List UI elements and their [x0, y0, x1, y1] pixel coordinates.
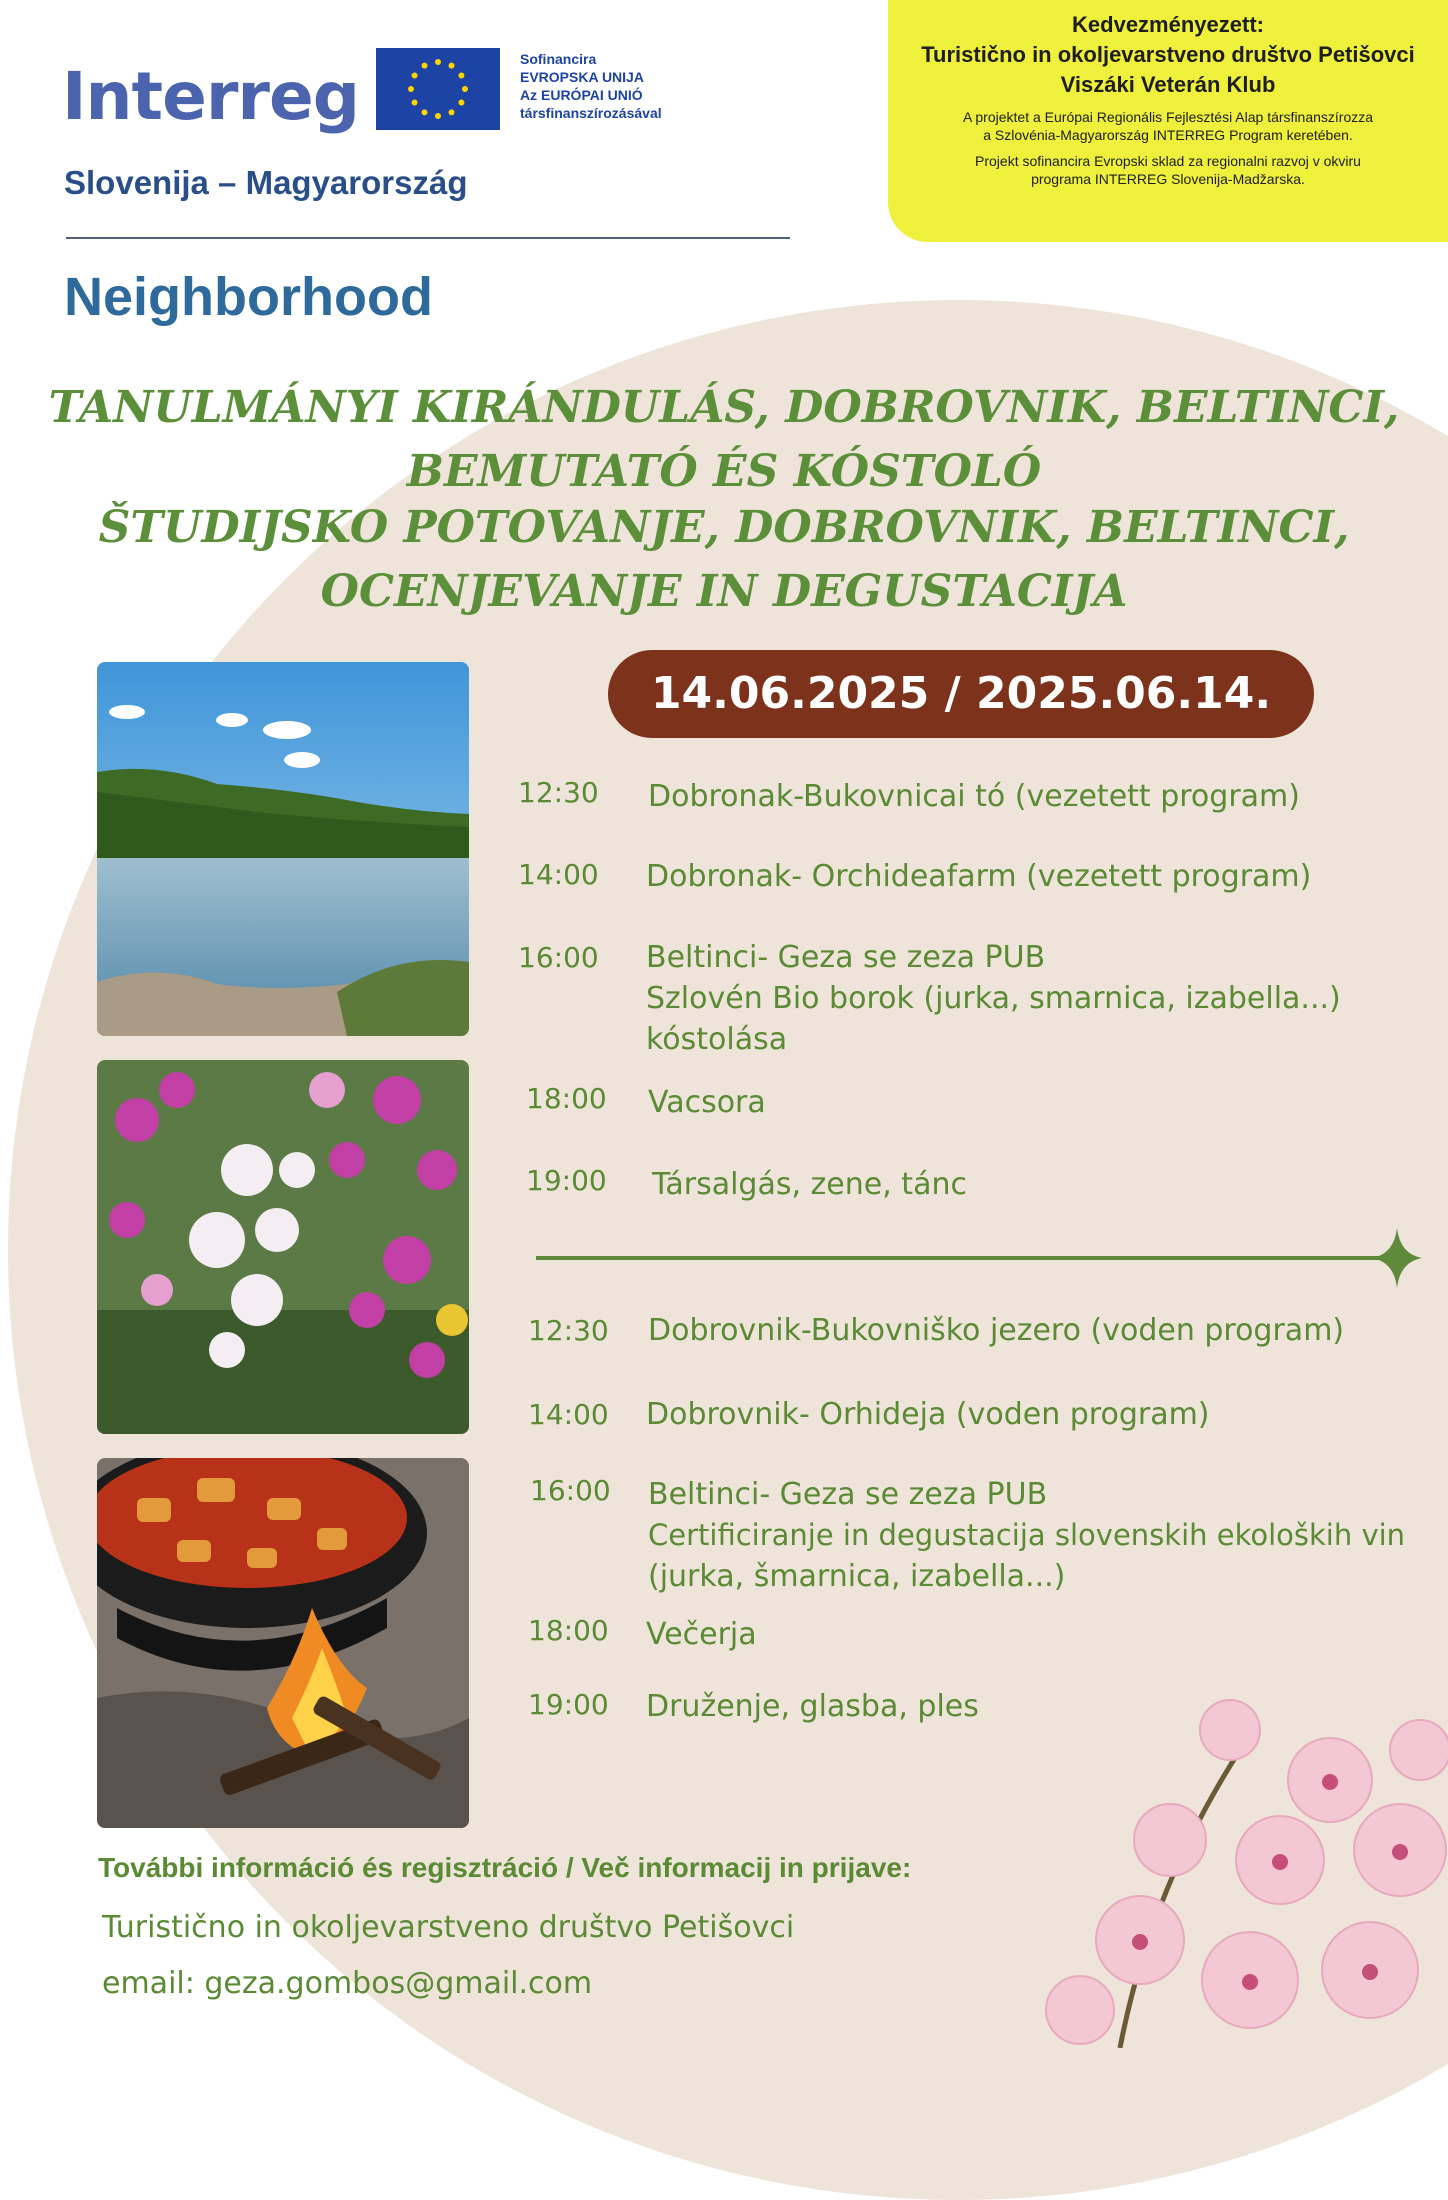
schedule-activity: Druženje, glasba, ples: [646, 1689, 979, 1724]
contact-heading: További információ és regisztráció / Več informacij in prijave:: [98, 1852, 912, 1883]
schedule-activity: Beltinci- Geza se zeza PUB: [646, 940, 1046, 975]
schedule-activity: Dobrovnik-Bukovniško jezero (voden program): [648, 1313, 1345, 1348]
program-region: Slovenija – Magyarország: [64, 164, 468, 201]
schedule-activity: Szlovén Bio borok (jurka, smarnica, izabella...): [646, 981, 1341, 1016]
schedule-time: 18:00: [528, 1614, 609, 1647]
eu-star: [422, 63, 428, 69]
eu-star: [408, 86, 414, 92]
schedule-activity: Dobronak-Bukovnicai tó (vezetett program): [648, 779, 1300, 814]
schedule-time: 12:30: [518, 776, 599, 809]
schedule-activity: Večerja: [646, 1617, 757, 1652]
eu-star: [412, 100, 418, 106]
contact-email[interactable]: email: geza.gombos@gmail.com: [102, 1966, 593, 2001]
schedule-activity: Dobronak- Orchideafarm (vezetett program): [646, 859, 1312, 894]
interreg-logo: Interreg: [62, 58, 359, 135]
schedule-time: 16:00: [530, 1474, 611, 1507]
note-line: A projektet a Európai Regionális Fejlesztési Alap társfinanszírozza: [962, 109, 1374, 125]
eu-star: [449, 109, 455, 115]
eu-star: [435, 59, 441, 65]
note-line: Projekt sofinancira Evropski sklad za regionalni razvoj v okviru: [975, 153, 1361, 169]
event-date: 14.06.2025 / 2025.06.14.: [608, 650, 1314, 738]
beneficiary-club: Viszáki Veterán Klub: [1060, 72, 1276, 97]
eu-line: Az EURÓPAI UNIÓ: [520, 87, 643, 103]
eu-flag-icon: [376, 48, 500, 130]
title-line: BEMUTATÓ ÉS KÓSTOLÓ: [406, 446, 1042, 497]
funding-note-sl: [908, 152, 1428, 188]
title-line: OCENJEVANJE IN DEGUSTACIJA: [320, 566, 1128, 617]
schedule-time: 19:00: [528, 1688, 609, 1721]
header-divider: [66, 237, 790, 239]
eu-line: EVROPSKA UNIJA: [520, 69, 644, 85]
beneficiary-box: [888, 0, 1448, 242]
schedule-time: 12:30: [528, 1314, 609, 1347]
eu-star: [462, 86, 468, 92]
sparkle-icon: [1372, 1228, 1422, 1288]
eu-star: [458, 73, 464, 79]
beneficiary-org: Turistično in okoljevarstveno društvo Petišovci: [921, 42, 1415, 67]
contact-organization: Turistično in okoljevarstveno društvo Petišovci: [102, 1910, 795, 1945]
orchid-photo: [97, 1060, 469, 1434]
schedule-activity: Társalgás, zene, tánc: [652, 1167, 967, 1202]
eu-star: [458, 100, 464, 106]
schedule-time: 16:00: [518, 941, 599, 974]
event-title: [0, 376, 1448, 624]
funding-note-hu: [908, 108, 1428, 144]
schedule-time: 14:00: [518, 858, 599, 891]
section-divider: [536, 1256, 1396, 1260]
eu-line: Sofinancira: [520, 51, 597, 67]
eu-cofinancing-text: [520, 50, 662, 122]
schedule-activity: (jurka, šmarnica, izabella...): [648, 1559, 1066, 1594]
schedule-activity: Beltinci- Geza se zeza PUB: [648, 1477, 1048, 1512]
eu-star: [422, 109, 428, 115]
eu-star: [449, 63, 455, 69]
note-line: a Szlovénia-Magyarország INTERREG Program keretében.: [983, 127, 1353, 143]
lake-photo: [97, 662, 469, 1036]
schedule-activity: Vacsora: [648, 1085, 766, 1120]
note-line: programa INTERREG Slovenija-Madžarska.: [1031, 171, 1305, 187]
schedule-time: 19:00: [526, 1164, 607, 1197]
schedule-activity: Certificiranje in degustacija slovenskih ekoloških vin: [648, 1518, 1406, 1552]
eu-star: [435, 113, 441, 119]
title-line: ŠTUDIJSKO POTOVANJE, DOBROVNIK, BELTINCI,: [98, 502, 1350, 553]
beneficiary-heading: [888, 10, 1448, 100]
cauldron-photo: [97, 1458, 469, 1828]
schedule-activity: kóstolása: [646, 1022, 788, 1057]
beneficiary-label: Kedvezményezett:: [1072, 12, 1264, 37]
schedule-time: 18:00: [526, 1082, 607, 1115]
eu-star: [412, 73, 418, 79]
title-line: TANULMÁNYI KIRÁNDULÁS, DOBROVNIK, BELTINCI,: [48, 382, 1400, 433]
schedule-time: 14:00: [528, 1398, 609, 1431]
eu-line: társfinanszírozásával: [520, 105, 662, 121]
project-name: Neighborhood: [64, 267, 433, 327]
orchid-decoration: [1040, 1690, 1448, 2048]
schedule-activity: Dobrovnik- Orhideja (voden program): [646, 1397, 1210, 1432]
